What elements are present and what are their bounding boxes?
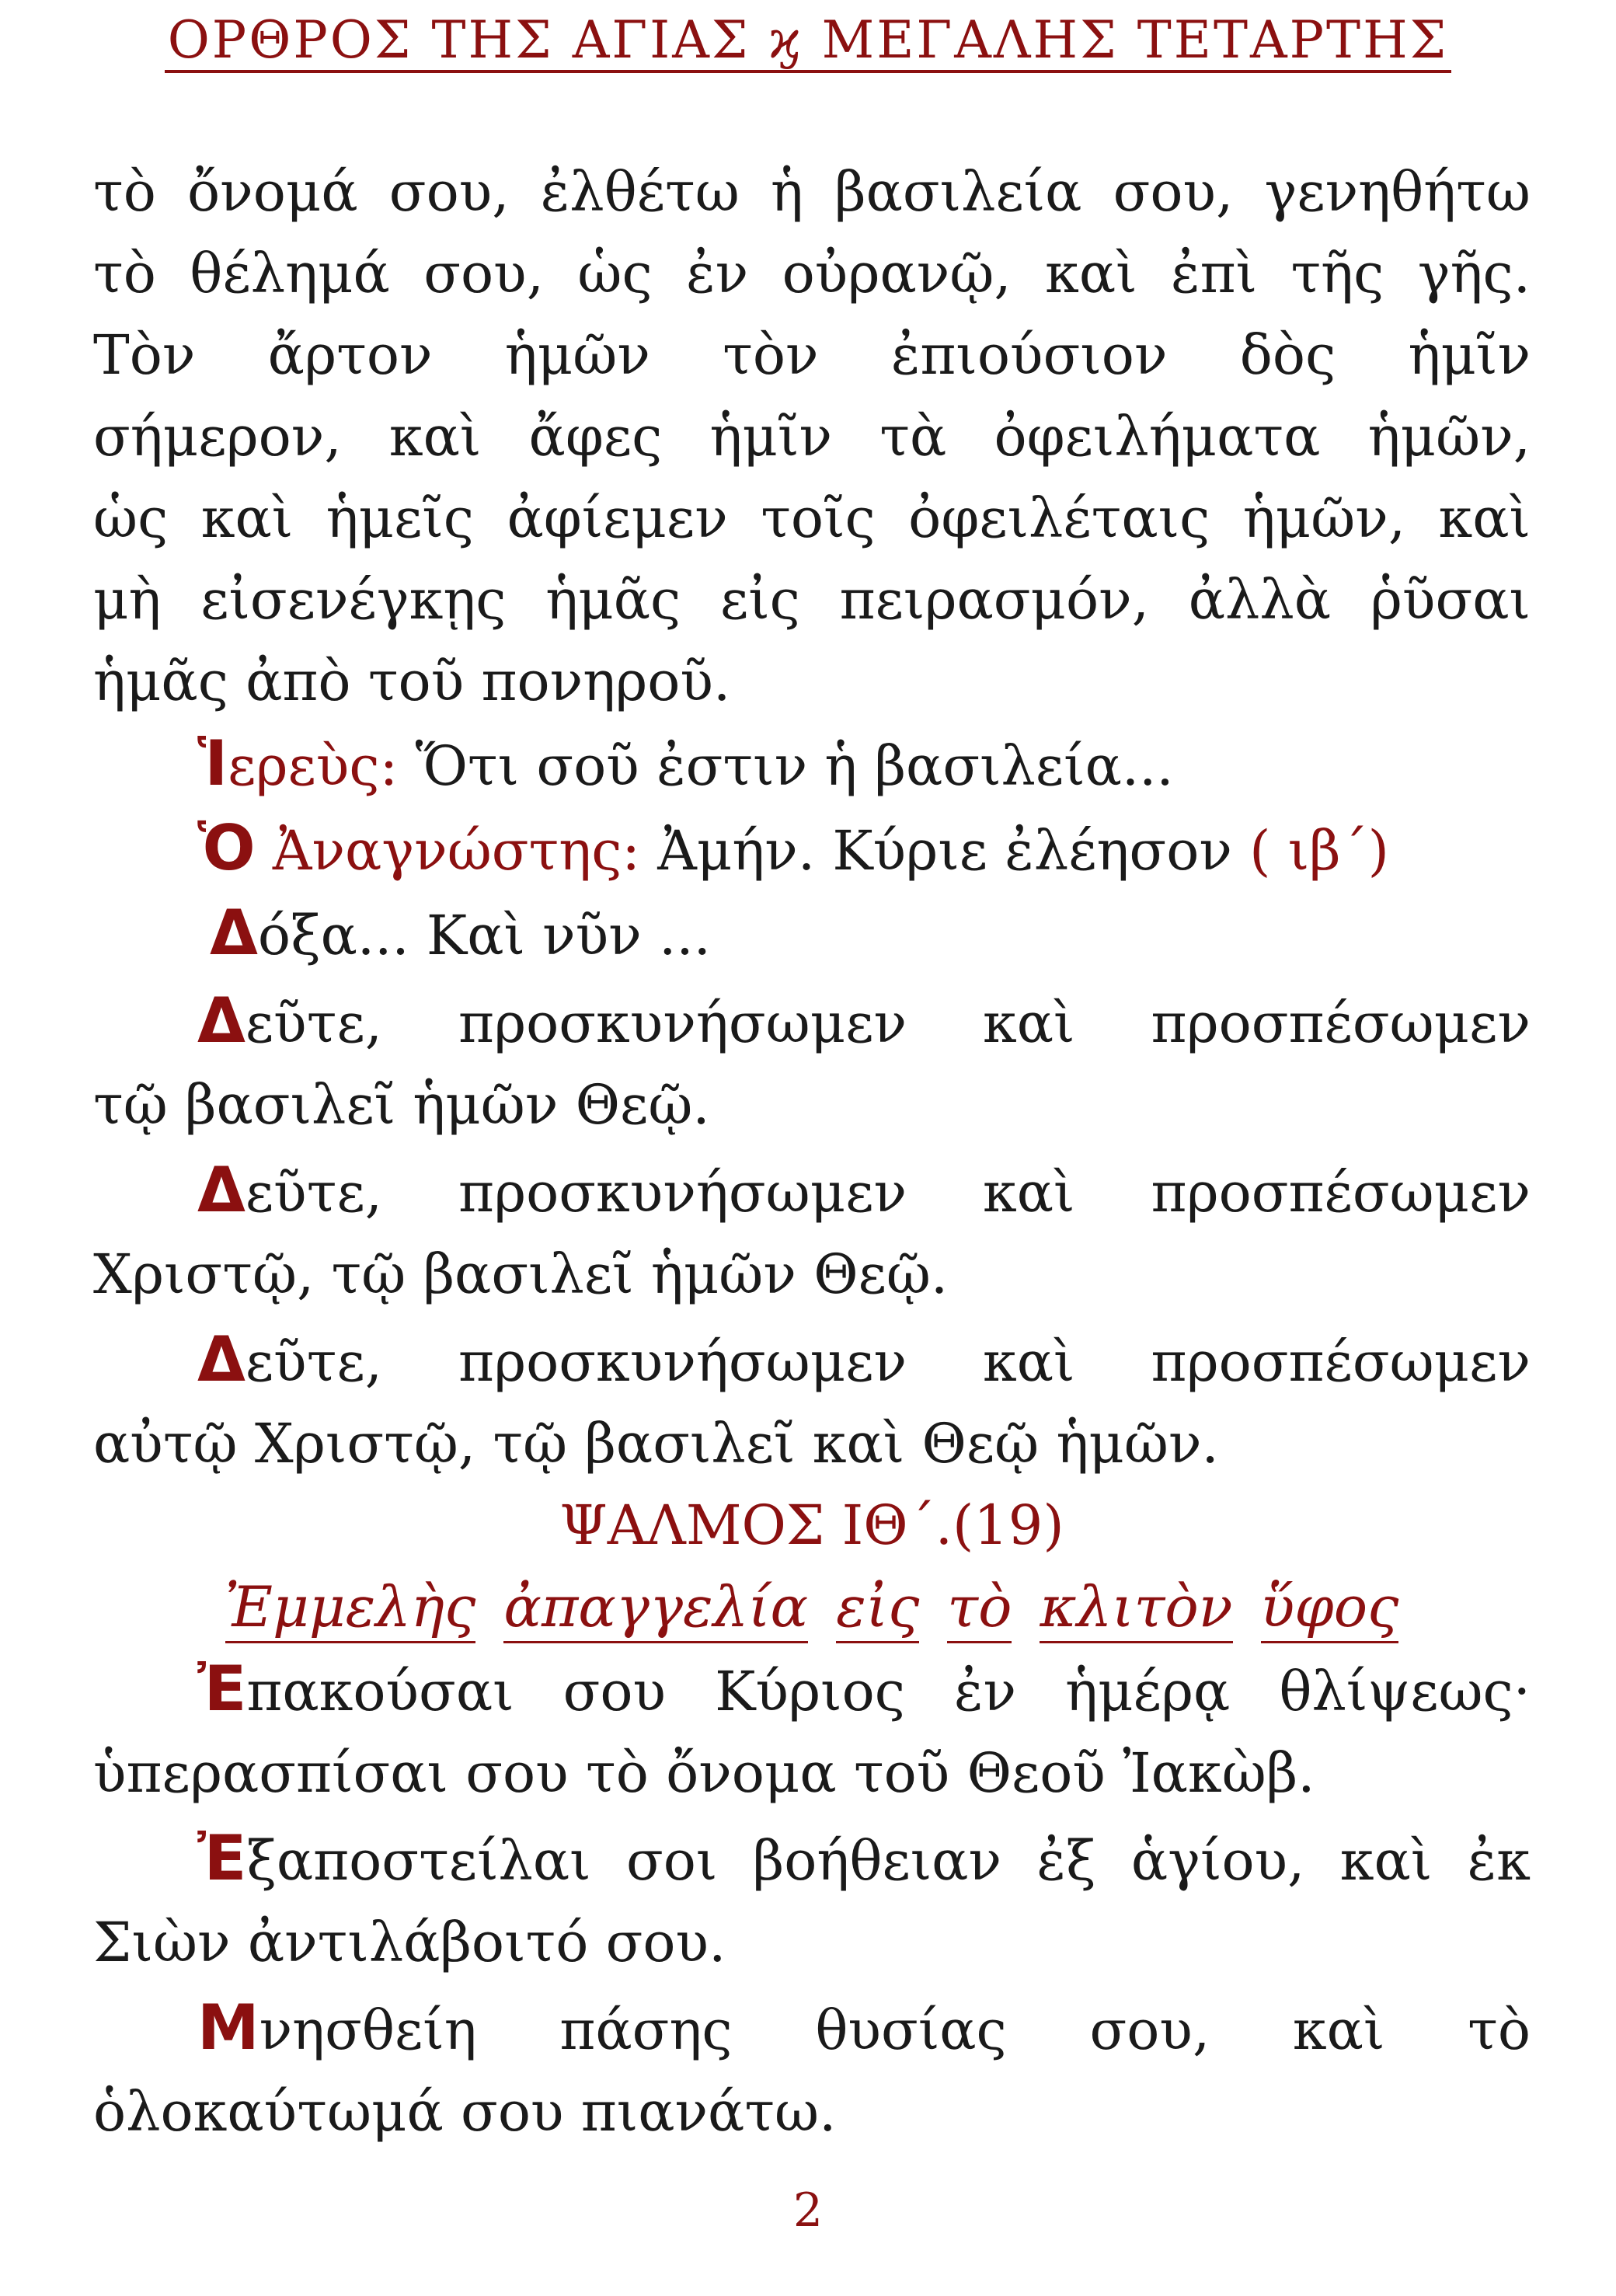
reader-initial: Ὁ: [197, 812, 256, 884]
verse-text: νησθείη πάσης θυσίας σου, καὶ τὸ: [259, 1998, 1531, 2062]
priest-exclamation: [93, 723, 1531, 807]
psalm-title: ΨΑΛΜΟΣ ΙΘ΄.(19): [559, 1493, 1064, 1557]
page-number: 2: [792, 2183, 824, 2238]
deute-stanza: [93, 980, 1531, 1146]
priest-text: Ὅτι σοῦ ἐστιν ἡ βασιλεία...: [415, 734, 1174, 798]
deute-line-2: αὐτῷ Χριστῷ, τῷ βασιλεῖ καὶ Θεῷ ἡμῶν.: [93, 1412, 1219, 1476]
prayer-line: τὸ ὄνομά σου, ἐλθέτω ἡ βασιλεία σου, γενηθήτω: [93, 160, 1531, 224]
verse-line-2: ὁλοκαύτωμά σου πιανάτω.: [93, 2080, 837, 2144]
lords-prayer: [93, 152, 1531, 723]
priest-label: ερεὺς:: [228, 734, 399, 798]
doxa-line: [93, 892, 1531, 977]
subtitle-word: ὕφος: [1261, 1574, 1399, 1643]
doxa-text: όξα... Καὶ νῦν ...: [257, 904, 711, 967]
subtitle-word: εἰς: [836, 1574, 919, 1643]
reader-count: ( ιβ΄): [1249, 819, 1389, 883]
psalm-verse: [93, 1817, 1531, 1984]
reader-response: [93, 807, 1531, 892]
psalm-verse: [93, 1648, 1531, 1814]
prayer-line: ὡς καὶ ἡμεῖς ἀφίεμεν τοῖς ὀφειλέταις ἡμῶν, καὶ: [93, 486, 1531, 550]
page-body: [93, 152, 1531, 2153]
running-header: [0, 11, 1616, 73]
verse-line-1: [93, 1987, 1531, 2071]
deute-initial: Δ: [197, 984, 246, 1057]
verse-line-2: ὑπερασπίσαι σου τὸ ὄνομα τοῦ Θεοῦ Ἰακὼβ.: [93, 1741, 1315, 1805]
deute-line-2: τῷ βασιλεῖ ἡμῶν Θεῷ.: [93, 1073, 710, 1137]
priest-initial: Ἱ: [197, 727, 228, 800]
subtitle-word: ἀπαγγελία: [503, 1574, 808, 1643]
psalm-subtitle: [93, 1566, 1531, 1648]
reader-text: Ἀμήν. Κύριε ἐλέησον: [657, 819, 1232, 883]
header-title: ΟΡΘΡΟΣ ΤΗΣ ΑΓΙΑΣ ϗ ΜΕΓΑΛΗΣ ΤΕΤΑΡΤΗΣ: [165, 11, 1452, 73]
deute-line-1: [93, 1319, 1531, 1403]
verse-line-1: [93, 1817, 1531, 1902]
subtitle-word: Ἐμμελὴς: [225, 1574, 476, 1643]
prayer-line: μὴ εἰσενέγκῃς ἡμᾶς εἰς πειρασμόν, ἀλλὰ ῥῦσαι: [93, 568, 1531, 632]
verse-text: πακούσαι σου Κύριος ἐν ἡμέρᾳ θλίψεως·: [246, 1660, 1531, 1723]
deute-stanza: [93, 1149, 1531, 1315]
verse-initial: Ἐ: [197, 1653, 247, 1725]
deute-stanza: [93, 1319, 1531, 1485]
deute-line-2: Χριστῷ, τῷ βασιλεῖ ἡμῶν Θεῷ.: [93, 1242, 949, 1306]
deute-initial: Δ: [197, 1323, 246, 1395]
verse-line-1: [93, 1648, 1531, 1733]
psalm-verse: [93, 1987, 1531, 2153]
reader-label: Ἀναγνώστης:: [272, 819, 641, 883]
deute-initial: Δ: [197, 1154, 246, 1226]
doxa-initial: Δ: [210, 897, 258, 969]
verse-line-2: Σιὼν ἀντιλάβοιτό σου.: [93, 1911, 726, 1974]
prayer-line: τὸ θέλημά σου, ὡς ἐν οὐρανῷ, καὶ ἐπὶ τῆς γῆς.: [93, 242, 1531, 305]
subtitle-word: κλιτὸν: [1040, 1574, 1232, 1643]
subtitle-word: τὸ: [947, 1574, 1012, 1643]
deute-text: εῦτε, προσκυνήσωμεν καὶ προσπέσωμεν: [245, 1161, 1531, 1225]
deute-text: εῦτε, προσκυνήσωμεν καὶ προσπέσωμεν: [245, 1330, 1531, 1394]
verse-initial: Ἐ: [197, 1822, 247, 1894]
prayer-line: Τὸν ἄρτον ἡμῶν τὸν ἐπιούσιον δὸς ἡμῖν: [93, 323, 1531, 387]
deute-text: εῦτε, προσκυνήσωμεν καὶ προσπέσωμεν: [245, 991, 1531, 1055]
deute-line-1: [93, 1149, 1531, 1234]
verse-initial: Μ: [197, 1991, 259, 2064]
prayer-line: σήμερον, καὶ ἄφες ἡμῖν τὰ ὀφειλήματα ἡμῶν,: [93, 405, 1531, 469]
prayer-line: ἡμᾶς ἀπὸ τοῦ πονηροῦ.: [93, 650, 731, 713]
deute-line-1: [93, 980, 1531, 1064]
verse-text: ξαποστείλαι σοι βοήθειαν ἐξ ἁγίου, καὶ ἐκ: [246, 1829, 1531, 1893]
